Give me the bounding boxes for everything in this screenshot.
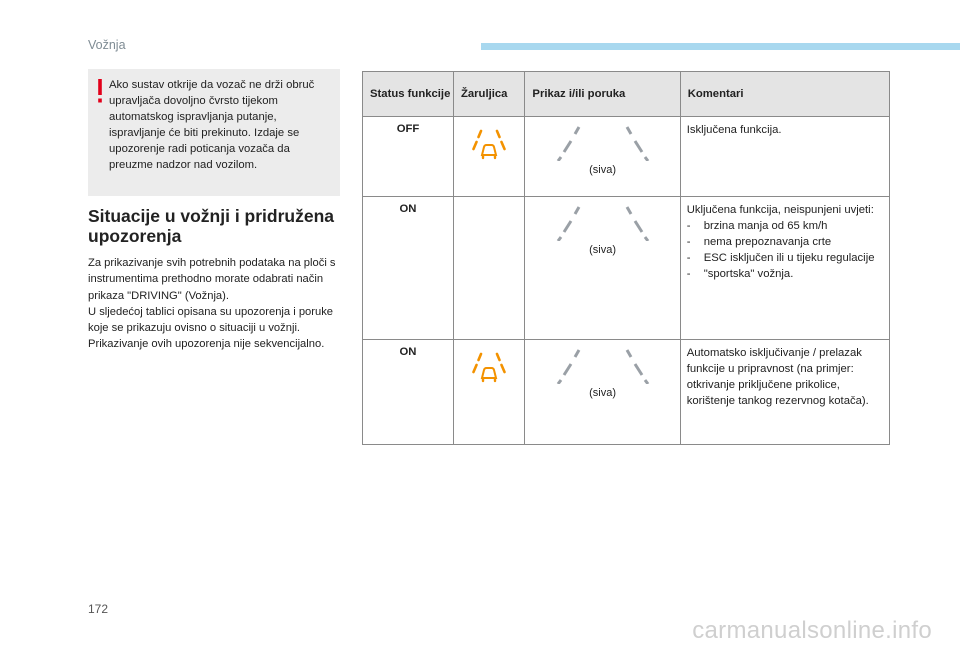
- display-cell: [525, 197, 680, 340]
- display-caption: (siva): [589, 164, 616, 176]
- display-caption: (siva): [589, 244, 616, 256]
- display-caption: (siva): [589, 387, 616, 399]
- warnings-table: [362, 71, 890, 445]
- header-display: Prikaz i/ili poruka: [525, 72, 680, 117]
- lamp-cell: [453, 340, 524, 445]
- comment-text: Uključena funkcija, neispunjeni uvjeti:: [686, 204, 874, 216]
- warning-text: Ako sustav otkrije da vozač ne drži obruč upravljača dovoljno čvrsto tijekom automatskog ispravljanja putanje, ispravljanje će biti prekinuto. Izdaje se upozorenje radi poticanja vozača da preuzme nadzor nad vozilom.: [109, 79, 315, 171]
- status-cell: OFF: [363, 117, 454, 197]
- table-row: [363, 197, 890, 340]
- lamp-cell: [453, 117, 524, 197]
- header-title: Vožnja: [88, 38, 126, 52]
- header-comments: Komentari: [680, 72, 889, 117]
- display-cell: [525, 340, 680, 445]
- body-text: [88, 255, 350, 353]
- condition-list: [687, 218, 883, 282]
- header-status: Status funkcije: [363, 72, 454, 117]
- status-cell: ON: [363, 340, 454, 445]
- page-number: 172: [88, 602, 109, 616]
- lane-lines-gray-icon: [555, 205, 651, 241]
- body-paragraph: U sljedećoj tablici opisana su upozorenja i poruke koje se prikazuju ovisno o situaciji u vožnji.: [88, 305, 334, 335]
- body-paragraph: Prikazivanje ovih upozorenja nije sekvencijalno.: [88, 338, 325, 351]
- comment-cell: [680, 117, 889, 197]
- comment-text: Automatsko isključivanje / prelazak funkcije u pripravnost (na primjer: otkrivanje priključene prikolice, korištenje tankog rezervnog kotača).: [686, 347, 869, 407]
- exclamation-icon: [96, 79, 104, 103]
- table-row: [363, 117, 890, 197]
- lamp-cell: [453, 197, 524, 340]
- list-item: - "sportska" vožnja.: [687, 266, 883, 282]
- lane-assist-orange-icon: [471, 127, 507, 161]
- table-header-row: [363, 72, 890, 117]
- lane-lines-gray-icon: [555, 348, 651, 384]
- body-paragraph: Za prikazivanje svih potrebnih podataka na ploči s instrumentima prethodno morate odabrati način prikaza "DRIVING" (Vožnja).: [88, 257, 336, 302]
- list-item: - brzina manja od 65 km/h: [687, 218, 883, 234]
- section-title: Situacije u vožnji i pridružena upozorenja: [88, 206, 335, 246]
- list-item: - ESC isključen ili u tijeku regulacije: [687, 250, 883, 266]
- lane-assist-orange-icon: [471, 350, 507, 384]
- status-cell: ON: [363, 197, 454, 340]
- table-row: [363, 340, 890, 445]
- header-bar: [481, 43, 960, 50]
- lane-lines-gray-icon: [555, 125, 651, 161]
- warning-box: [88, 69, 340, 196]
- header-lamp: Žaruljica: [453, 72, 524, 117]
- watermark: carmanualsonline.info: [692, 617, 932, 644]
- comment-text: Isključena funkcija.: [686, 124, 782, 136]
- display-cell: [525, 117, 680, 197]
- list-item: - nema prepoznavanja crte: [687, 234, 883, 250]
- comment-cell: [680, 340, 889, 445]
- comment-cell: [680, 197, 889, 340]
